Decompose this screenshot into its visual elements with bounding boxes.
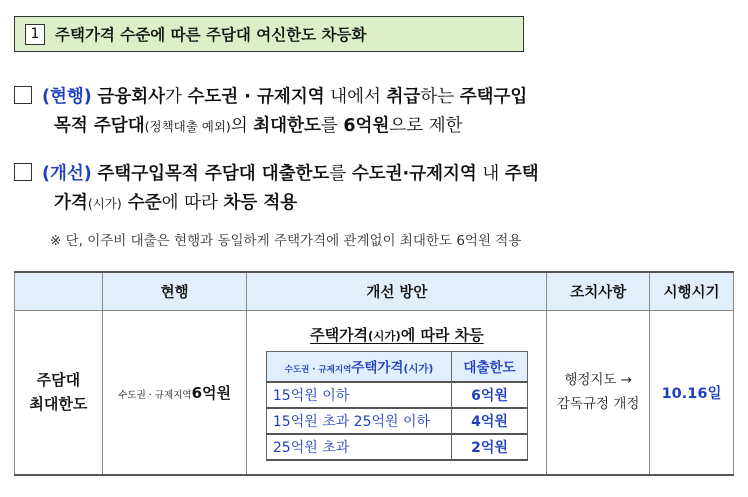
row-label xyxy=(15,310,103,475)
tier-row xyxy=(266,408,527,434)
improved-text: 주택 xyxy=(504,164,539,184)
inner-title-text: 주택가격 xyxy=(310,326,369,344)
current-text: 가 xyxy=(165,87,188,107)
tier-limit: 6억원 xyxy=(452,382,528,408)
current-text: 내에서 xyxy=(324,87,387,107)
action-cell xyxy=(547,310,650,475)
improved-tag: (개선) xyxy=(42,164,92,184)
improved-text: 내 xyxy=(476,164,505,184)
current-text: 최대한도 xyxy=(253,116,321,136)
current-text: 를 xyxy=(320,116,344,136)
current-text: 6억원 xyxy=(343,116,390,136)
tier-header-limit: 대출한도 xyxy=(452,352,528,382)
action-line: 감독규정 개정 xyxy=(556,396,640,413)
current-text: (정책대출 예외) xyxy=(144,119,231,134)
improved-text: 가격 xyxy=(54,193,88,213)
current-tag: (현행) xyxy=(42,87,92,107)
improved-paragraph xyxy=(14,160,539,218)
checkbox-square-icon xyxy=(14,86,32,104)
tier-row xyxy=(266,382,527,408)
inner-title-text: (시가) xyxy=(368,329,401,343)
current-text: 으로 제한 xyxy=(389,116,463,136)
current-paragraph xyxy=(14,83,527,141)
inner-table-title xyxy=(247,324,546,345)
current-value-cell xyxy=(102,310,247,475)
row-label-line: 주담대 xyxy=(36,371,81,390)
action-line: 행정지도 → xyxy=(564,372,633,389)
improved-text: 주택구입목적 주담대 대출한도 xyxy=(97,164,330,184)
improved-text: 차등 적용 xyxy=(223,193,298,213)
effective-date: 10.16일 xyxy=(650,310,734,475)
improved-text: 에 따라 xyxy=(161,193,224,213)
footnote: ※ 단, 이주비 대출은 현행과 동일하게 주택가격에 관계없이 최대한도 6억원 적용 xyxy=(50,233,522,249)
table-header xyxy=(15,272,103,310)
table-header: 조치사항 xyxy=(547,272,650,310)
tier-header-price xyxy=(266,352,451,382)
row-label-line: 최대한도 xyxy=(29,395,88,414)
improved-text: (시가) xyxy=(87,196,122,211)
section-number: 1 xyxy=(25,24,45,45)
current-text: 의 xyxy=(230,116,254,136)
section-title: 주택가격 수준에 따른 주담대 여신한도 차등화 xyxy=(55,26,367,44)
tier-range: 15억원 이하 xyxy=(266,382,451,408)
current-text: 금융회사 xyxy=(97,87,166,107)
current-text: 수도권 · 규제지역 xyxy=(187,87,325,107)
improved-text: 수도권·규제지역 xyxy=(351,164,477,184)
comparison-table xyxy=(14,271,734,476)
section-title-box xyxy=(14,16,524,52)
current-text: 하는 xyxy=(420,87,460,107)
current-text: 목적 주담대 xyxy=(54,116,145,136)
tier-header-text: 수도권 · 규제지역 xyxy=(284,365,352,376)
inner-title-text: 에 따라 차등 xyxy=(400,326,484,344)
improved-text: 수준 xyxy=(121,193,162,213)
tier-range: 15억원 초과 25억원 이하 xyxy=(266,408,451,434)
table-header: 개선 방안 xyxy=(247,272,547,310)
current-text: 취급 xyxy=(386,87,421,107)
current-region: 수도권 · 규제지역 xyxy=(118,389,192,401)
tier-range: 25억원 초과 xyxy=(266,434,451,460)
tier-limit: 2억원 xyxy=(452,434,528,460)
current-text: 주택구입 xyxy=(459,87,528,107)
table-header: 시행시기 xyxy=(650,272,734,310)
tier-header-text: (시가) xyxy=(403,363,434,376)
current-limit: 6억원 xyxy=(191,383,231,402)
improvement-cell xyxy=(247,310,547,475)
table-header: 현행 xyxy=(102,272,247,310)
checkbox-square-icon xyxy=(14,163,32,181)
tier-row xyxy=(266,434,527,460)
tier-table xyxy=(266,351,528,461)
tier-limit: 4억원 xyxy=(452,408,528,434)
tier-header-text: 주택가격 xyxy=(351,360,404,377)
improved-text: 를 xyxy=(329,164,352,184)
